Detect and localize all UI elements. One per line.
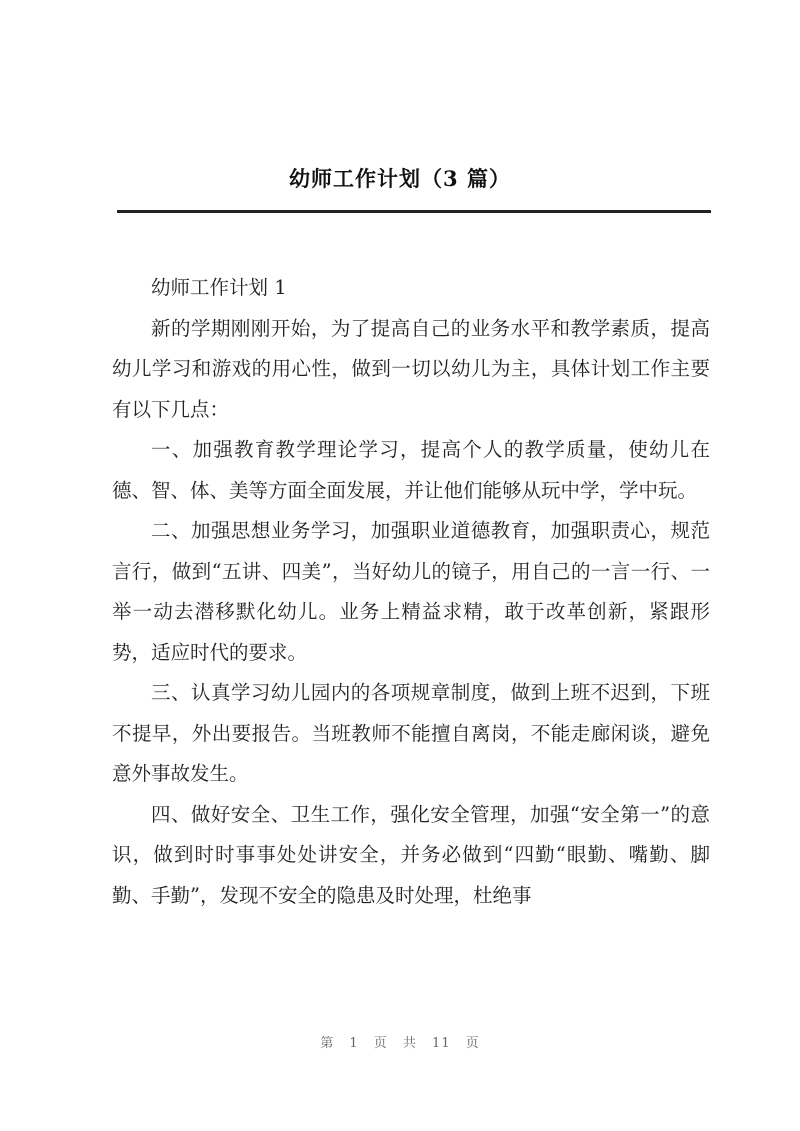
paragraph-item-2: 二、加强思想业务学习，加强职业道德教育，加强职责心，规范言行，做到“五讲、四美”，当好幼儿的镜子，用自己的一言一行、一举一动去潜移默化幼儿。业务上精益求精，敢于改革创新，紧跟形势，适应时代的要求。	[112, 519, 710, 664]
section-heading: 幼师工作计划 1	[151, 276, 287, 299]
paragraph-item-3: 三、认真学习幼儿园内的各项规章制度，做到上班不迟到，下班不提早，外出要报告。当班教师不能擅自离岗，不能走廊闲谈，避免意外事故发生。	[112, 681, 710, 785]
paragraph-item-4: 四、做好安全、卫生工作，强化安全管理，加强“安全第一”的意识，做到时时事事处处讲安全，并务必做到“四勤“眼勤、嘴勤、脚勤、手勤”，发现不安全的隐患及时处理，杜绝事	[112, 802, 710, 907]
document-title: 幼师工作计划（3 篇）	[289, 166, 511, 191]
title-divider	[117, 210, 711, 213]
paragraph-item-1: 一、加强教育教学理论学习，提高个人的教学质量，使幼儿在德、智、体、美等方面全面发展，并让他们能够从玩中学，学中玩。	[112, 438, 710, 502]
paragraph-intro: 新的学期刚刚开始，为了提高自己的业务水平和教学素质，提高幼儿学习和游戏的用心性，做到一切以幼儿为主，具体计划工作主要有以下几点：	[112, 316, 710, 421]
document-body	[112, 268, 710, 916]
page-number-footer: 第 1 页 共 11 页	[320, 1036, 480, 1051]
